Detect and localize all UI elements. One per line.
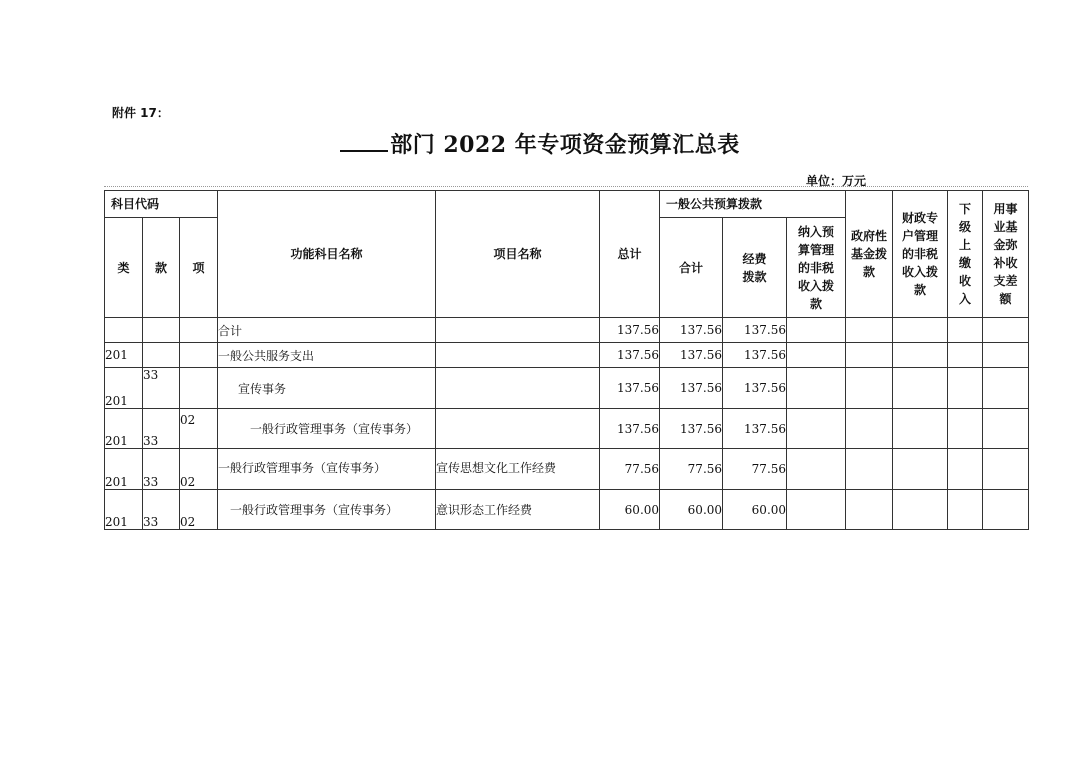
- title-blank-line: [340, 132, 388, 152]
- cell-kuan: 33: [143, 449, 180, 490]
- cell-gov-fund: [846, 409, 893, 449]
- cell-nontax: [787, 409, 846, 449]
- table-row: [105, 449, 1029, 490]
- header-general-public: 一般公共预算拨款: [660, 191, 846, 218]
- budget-table: [104, 190, 1029, 530]
- cell-subtotal: 137.56: [660, 343, 723, 368]
- cell-business-fund: [983, 449, 1029, 490]
- header-subject-code: 科目代码: [105, 191, 218, 218]
- cell-kuan: 33: [143, 409, 180, 449]
- cell-funds: 77.56: [723, 449, 787, 490]
- header-kuan: 款: [143, 218, 180, 318]
- unit-label: 单位：万元: [806, 174, 867, 188]
- cell-funds: 137.56: [723, 318, 787, 343]
- cell-nontax: [787, 368, 846, 409]
- cell-project-name: [436, 343, 600, 368]
- cell-kuan: 33: [143, 368, 180, 409]
- cell-special-account: [893, 318, 948, 343]
- cell-subtotal: 137.56: [660, 368, 723, 409]
- header-funds: 经费拨款: [723, 218, 787, 318]
- cell-function-name: 合计: [218, 318, 436, 343]
- cell-lei: 201: [105, 343, 143, 368]
- cell-function-name: 一般行政管理事务（宣传事务）: [218, 490, 436, 530]
- table-row: [105, 318, 1029, 343]
- cell-kuan: 33: [143, 490, 180, 530]
- dotted-divider: [104, 186, 1028, 187]
- cell-nontax: [787, 449, 846, 490]
- header-subtotal: 合计: [660, 218, 723, 318]
- cell-xiang: [180, 368, 218, 409]
- cell-total: 77.56: [600, 449, 660, 490]
- cell-xiang: [180, 343, 218, 368]
- header-total: 总计: [600, 191, 660, 318]
- header-xiang: 项: [180, 218, 218, 318]
- cell-project-name: 意识形态工作经费: [436, 490, 600, 530]
- cell-gov-fund: [846, 343, 893, 368]
- cell-subtotal: 137.56: [660, 318, 723, 343]
- table-row: [105, 343, 1029, 368]
- cell-nontax: [787, 318, 846, 343]
- title-text: 部门 2022 年专项资金预算汇总表: [390, 132, 740, 158]
- header-business-fund: 用事业基金弥补收支差额: [983, 191, 1029, 318]
- cell-lei: 201: [105, 409, 143, 449]
- cell-lower-level: [948, 368, 983, 409]
- header-lower-level: 下级上缴收入: [948, 191, 983, 318]
- cell-business-fund: [983, 409, 1029, 449]
- cell-kuan: [143, 343, 180, 368]
- cell-gov-fund: [846, 368, 893, 409]
- cell-total: 137.56: [600, 409, 660, 449]
- cell-lei: 201: [105, 368, 143, 409]
- cell-lei: 201: [105, 449, 143, 490]
- table-row: [105, 409, 1029, 449]
- header-special-account: 财政专户管理的非税收入拨款: [893, 191, 948, 318]
- cell-lower-level: [948, 449, 983, 490]
- cell-xiang: [180, 318, 218, 343]
- cell-total: 60.00: [600, 490, 660, 530]
- cell-funds: 137.56: [723, 409, 787, 449]
- cell-function-name: 一般行政管理事务（宣传事务）: [218, 409, 436, 449]
- cell-lower-level: [948, 409, 983, 449]
- cell-xiang: 02: [180, 409, 218, 449]
- cell-special-account: [893, 490, 948, 530]
- cell-funds: 60.00: [723, 490, 787, 530]
- cell-project-name: [436, 409, 600, 449]
- cell-subtotal: 60.00: [660, 490, 723, 530]
- cell-lei: [105, 318, 143, 343]
- cell-special-account: [893, 368, 948, 409]
- header-function-name: 功能科目名称: [218, 191, 436, 318]
- cell-total: 137.56: [600, 318, 660, 343]
- cell-lower-level: [948, 490, 983, 530]
- table-row: [105, 490, 1029, 530]
- cell-special-account: [893, 343, 948, 368]
- cell-xiang: 02: [180, 490, 218, 530]
- cell-function-name: 一般公共服务支出: [218, 343, 436, 368]
- cell-gov-fund: [846, 449, 893, 490]
- cell-project-name: [436, 368, 600, 409]
- cell-function-name: 一般行政管理事务（宣传事务）: [218, 449, 436, 490]
- cell-lei: 201: [105, 490, 143, 530]
- cell-total: 137.56: [600, 343, 660, 368]
- cell-project-name: [436, 318, 600, 343]
- cell-gov-fund: [846, 318, 893, 343]
- cell-business-fund: [983, 318, 1029, 343]
- page-title: [0, 128, 1080, 159]
- cell-xiang: 02: [180, 449, 218, 490]
- cell-business-fund: [983, 368, 1029, 409]
- table-row: [105, 368, 1029, 409]
- cell-lower-level: [948, 343, 983, 368]
- header-nontax: 纳入预算管理的非税收入拨款: [787, 218, 846, 318]
- cell-total: 137.56: [600, 368, 660, 409]
- cell-special-account: [893, 449, 948, 490]
- cell-funds: 137.56: [723, 343, 787, 368]
- cell-business-fund: [983, 343, 1029, 368]
- attachment-label: 附件 17：: [112, 106, 169, 120]
- cell-business-fund: [983, 490, 1029, 530]
- cell-kuan: [143, 318, 180, 343]
- cell-funds: 137.56: [723, 368, 787, 409]
- header-lei: 类: [105, 218, 143, 318]
- header-project-name: 项目名称: [436, 191, 600, 318]
- cell-nontax: [787, 490, 846, 530]
- cell-subtotal: 77.56: [660, 449, 723, 490]
- header-gov-fund: 政府性基金拨款: [846, 191, 893, 318]
- cell-nontax: [787, 343, 846, 368]
- cell-special-account: [893, 409, 948, 449]
- cell-project-name: 宣传思想文化工作经费: [436, 449, 600, 490]
- cell-subtotal: 137.56: [660, 409, 723, 449]
- cell-gov-fund: [846, 490, 893, 530]
- cell-lower-level: [948, 318, 983, 343]
- cell-function-name: 宣传事务: [218, 368, 436, 409]
